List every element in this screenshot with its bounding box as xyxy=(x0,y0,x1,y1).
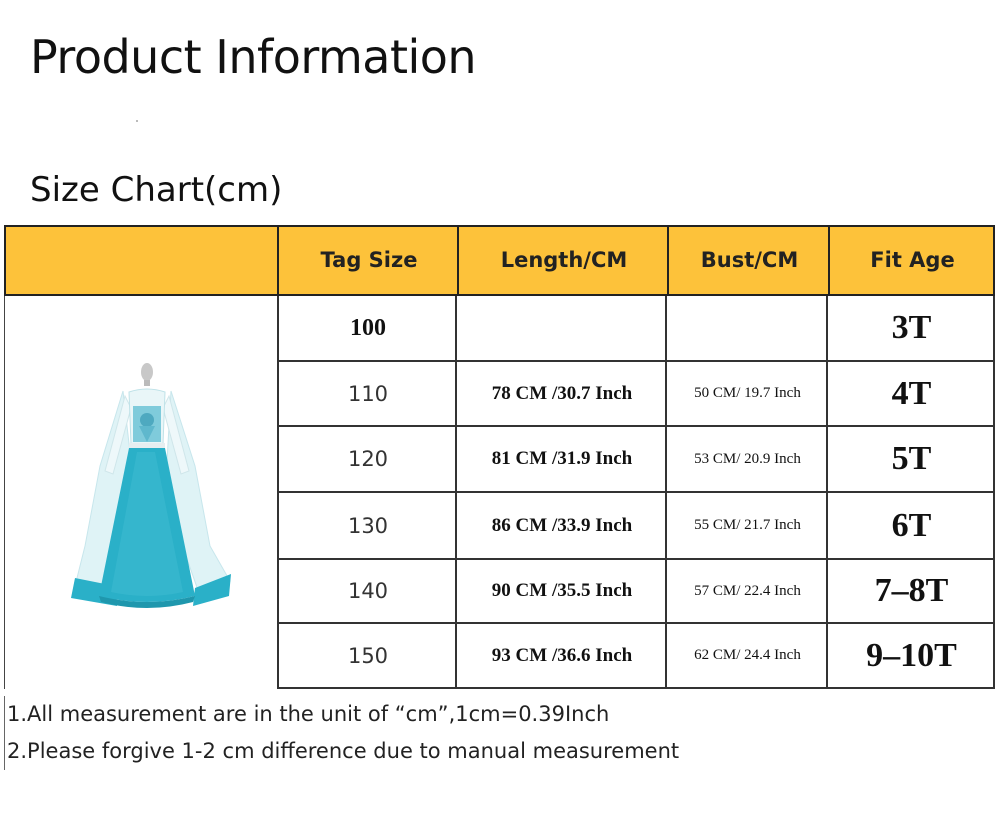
cell-length xyxy=(455,296,667,360)
table-row xyxy=(277,296,995,362)
cell-bust: 55 CM/ 21.7 Inch xyxy=(665,493,828,558)
note-measurement-unit: 1.All measurement are in the unit of “cm”,1cm=0.39Inch xyxy=(4,696,679,733)
cell-fit-age: 4T xyxy=(826,362,995,425)
table-row xyxy=(277,427,995,493)
cell-fit-age: 9–10T xyxy=(826,624,995,687)
cell-fit-age: 6T xyxy=(826,493,995,558)
product-image xyxy=(4,296,277,689)
cell-length: 86 CM /33.9 Inch xyxy=(455,493,667,558)
table-row xyxy=(277,560,995,624)
cell-bust: 53 CM/ 20.9 Inch xyxy=(665,427,828,491)
header-fit-age: Fit Age xyxy=(828,227,995,294)
cell-tag-size: 130 xyxy=(277,493,457,558)
page-title: Product Information xyxy=(30,30,477,84)
cell-fit-age: 5T xyxy=(826,427,995,491)
cell-fit-age: 3T xyxy=(826,296,995,360)
table-header-row xyxy=(4,225,995,296)
cell-tag-size: 150 xyxy=(277,624,457,687)
cell-bust: 62 CM/ 24.4 Inch xyxy=(665,624,828,687)
note-difference: 2.Please forgive 1-2 cm difference due to manual measurement xyxy=(4,733,679,770)
notes xyxy=(4,696,679,770)
table-row xyxy=(277,493,995,560)
cell-length: 81 CM /31.9 Inch xyxy=(455,427,667,491)
cell-length: 78 CM /30.7 Inch xyxy=(455,362,667,425)
cell-length: 90 CM /35.5 Inch xyxy=(455,560,667,622)
table-row xyxy=(277,362,995,427)
cell-bust xyxy=(665,296,828,360)
speck xyxy=(136,120,138,122)
cell-tag-size: 100 xyxy=(277,296,457,360)
size-chart-title: Size Chart(cm) xyxy=(30,170,283,210)
header-tag-size: Tag Size xyxy=(277,227,459,294)
cell-tag-size: 120 xyxy=(277,427,457,491)
dress-icon xyxy=(5,296,278,689)
header-length: Length/CM xyxy=(457,227,669,294)
table-row xyxy=(277,624,995,689)
size-chart-table xyxy=(4,225,995,689)
table-right-border xyxy=(993,296,995,689)
header-bust: Bust/CM xyxy=(667,227,830,294)
cell-tag-size: 140 xyxy=(277,560,457,622)
cell-length: 93 CM /36.6 Inch xyxy=(455,624,667,687)
cell-bust: 50 CM/ 19.7 Inch xyxy=(665,362,828,425)
cell-tag-size: 110 xyxy=(277,362,457,425)
cell-bust: 57 CM/ 22.4 Inch xyxy=(665,560,828,622)
cell-fit-age: 7–8T xyxy=(826,560,995,622)
